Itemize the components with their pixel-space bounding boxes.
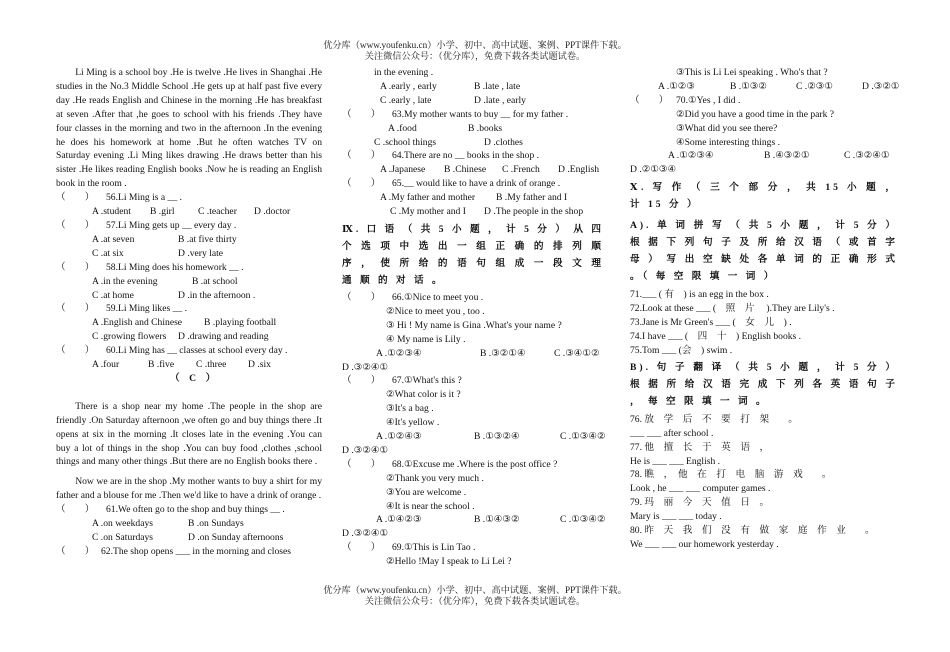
option: A .at seven: [92, 233, 135, 245]
option: D .clothes: [484, 136, 523, 148]
dialog-line: ③What did you see there?: [676, 122, 778, 134]
watermark-line2: 关注微信公众号：（优分库），免费下载各类试题试卷。: [364, 596, 586, 606]
option: C .growing flowers: [92, 331, 167, 343]
option: B .My father and I: [496, 192, 568, 204]
options-58b: [56, 289, 322, 303]
question-64: [342, 149, 604, 163]
option: D .drawing and reading: [178, 331, 269, 343]
option: B .at school: [192, 275, 238, 287]
watermark-line1: 优分库（www.youfenku.cn）小学、初中、高中试题、案例、PPT课件下载。: [323, 585, 627, 595]
question-text: 65.__ would like to have a drink of orange .: [392, 178, 561, 190]
options-63b: [342, 136, 604, 150]
options-63: [342, 122, 604, 136]
question-text: 61.We often go to the shop and buy things __ .: [106, 504, 285, 516]
option: A .My father and mother: [380, 192, 476, 204]
answer-bracket[interactable]: （ ）: [56, 261, 95, 273]
option: B .③②①④: [480, 347, 526, 359]
watermark-bottom: [0, 585, 950, 607]
question-text: 64.There are no __ books in the shop .: [392, 150, 540, 162]
question-text: 63.My mother wants to buy __ for my father .: [392, 108, 569, 120]
question-text: 56.Li Ming is a __ .: [106, 192, 182, 204]
question-77-english[interactable]: He is ___ ___ English .: [630, 455, 721, 467]
question-67: [342, 374, 604, 388]
dialog-line: ④Some interesting things .: [676, 136, 780, 148]
option: A .food: [388, 122, 417, 134]
answer-bracket[interactable]: （ ）: [342, 150, 381, 162]
answer-bracket[interactable]: （ ）: [56, 192, 95, 204]
question-76-english[interactable]: ___ ___ after school .: [630, 427, 714, 439]
option: A .①②④③: [376, 431, 422, 443]
options-62: [342, 80, 604, 94]
options-62b: [342, 94, 604, 108]
options-65: [342, 191, 604, 205]
option: C .①③④②: [560, 514, 606, 526]
option: C .③②④①: [844, 150, 890, 162]
option: B .playing football: [204, 317, 277, 329]
section-a-heading: A). 单 词 拼 写 （ 共 5 小 题 ， 计 5 分 ） 根 据 下 列 句 子 及 所 给 汉 语 （ 或 首 字 母 ） 写 出 空 缺 处 各 单 词 的 正 确 形 式 。（ 每 空 限 填 一 词 ）: [630, 220, 898, 283]
options-69: [630, 80, 898, 94]
option: A .English and Chinese: [92, 317, 183, 329]
option: A .①②③: [658, 80, 695, 92]
options-61: [56, 517, 322, 531]
answer-bracket[interactable]: （ ）: [56, 219, 95, 231]
question-62-continued: in the evening .: [374, 67, 434, 78]
option: D .six: [248, 359, 271, 371]
question-79-english[interactable]: Mary is ___ ___ today .: [630, 511, 722, 523]
option: B .at five thirty: [178, 233, 237, 245]
dialog-line: ②What color is it ?: [386, 389, 461, 401]
option: D .③②①: [862, 80, 900, 92]
question-text: 69.①This is Lin Tao .: [392, 542, 476, 554]
option: B .④③②①: [764, 150, 810, 162]
question-80-english[interactable]: We ___ ___ our homework yesterday .: [630, 538, 779, 550]
option: A .①④②③: [376, 514, 422, 526]
question-69: [342, 541, 604, 555]
options-64: [342, 163, 604, 177]
option: C .teacher: [198, 206, 237, 218]
question-57: [56, 219, 322, 233]
answer-bracket[interactable]: （ ）: [342, 291, 381, 303]
options-56: [56, 205, 322, 219]
dialog-line: ③You are welcome .: [386, 486, 467, 498]
question-77-chinese: 77. 他 擅 长 于 英 语 ，: [630, 441, 770, 453]
option: B .books: [468, 122, 503, 134]
option: B .Chinese: [444, 164, 487, 176]
dialog-line: ④It's yellow .: [386, 417, 440, 429]
question-text: 58.Li Ming does his homework __ .: [106, 261, 244, 273]
option: D .late , early: [474, 94, 526, 106]
section-10-heading: Ⅹ. 写 作 （ 三 个 部 分 ， 共 15 小 题 ， 计 15 分 ）: [630, 182, 898, 211]
option: C .school things: [374, 136, 437, 148]
section-9-heading: Ⅸ. 口 语 （ 共 5 小 题 ， 计 5 分 ） 从 四 个 选 项 中 选 出 一 组 正 确 的 排 列 顺 序 ， 使 所 给 的 语 句 组 成 一 段 文 理 通 顺 的 对 话 。: [342, 223, 604, 286]
question-text: 66.①Nice to meet you .: [392, 291, 484, 303]
option: C .on Saturdays: [92, 532, 154, 543]
options-58: [56, 275, 322, 289]
watermark-line1: 优分库（www.youfenku.cn）小学、初中、高中试题、案例、PPT课件下载。: [323, 40, 627, 50]
option: D .English: [558, 164, 600, 176]
dialog-line: ②Hello !May I speak to Li Lei ?: [386, 556, 512, 568]
answer-bracket[interactable]: （ ）: [342, 458, 381, 470]
question-72[interactable]: 72.Look at these ___ ( 照 片 ).They are Lily's .: [630, 303, 835, 315]
passage-label-c: （ C ）: [170, 372, 216, 384]
options-70: [630, 149, 898, 163]
question-70: [630, 94, 898, 108]
question-63: [342, 108, 604, 122]
options-59: [56, 316, 322, 330]
question-68: [342, 458, 604, 472]
option: B .five: [148, 359, 175, 371]
question-text: 68.①Excuse me .Where is the post office ?: [392, 458, 558, 470]
reading-passage-1: Li Ming is a school boy .He is twelve .He lives in Shanghai .He studies in the No.3 Middle School .He gets up at half past five every day .He reads English and Chinese in the morning .He has breakfast at seven .After that ,he goes to school with his friends .They have four classes in the morning and two in the afternoon .In the evening he does his homework at home .But he often watches TV on Saturday evening .Li Ming likes drawing .He draws better than his sister .He likes reading English books .Now he is reading an English book in the room .: [56, 67, 322, 190]
options-57: [56, 233, 322, 247]
watermark-line2: 关注微信公众号：（优分库），免费下载各类试题试卷。: [364, 51, 586, 61]
answer-bracket[interactable]: （ ）: [56, 345, 95, 357]
option: D .on Sunday afternoons: [188, 532, 284, 543]
question-76-chinese: 76. 放 学 后 不 要 打 架 。: [630, 413, 798, 425]
options-60: [56, 358, 322, 372]
options-66: [342, 347, 604, 361]
answer-bracket[interactable]: （ ）: [342, 108, 381, 120]
option: D .The people in the shop: [484, 206, 584, 218]
option: C .French: [502, 164, 540, 176]
option: B .①③②: [730, 80, 767, 92]
option: C .My mother and I: [390, 206, 466, 218]
question-78-english[interactable]: Look , he ___ ___ computer games .: [630, 483, 771, 495]
option: B .①④③②: [474, 514, 520, 526]
question-text: 67.①What's this ?: [392, 375, 462, 387]
answer-bracket[interactable]: （ ）: [342, 542, 381, 554]
option: C .①③④②: [560, 431, 606, 443]
answer-bracket[interactable]: （ ）: [56, 545, 95, 557]
question-text: 59.Li Ming likes __ .: [106, 303, 188, 315]
reading-passage-2b: Now we are in the shop .My mother wants to buy a shirt for my father and a blouse for me .Then we'd like to have a drink of orange .: [56, 476, 322, 502]
dialog-line: ②Thank you very much .: [386, 472, 484, 484]
question-78-chinese: 78. 瞧 ， 他 在 打 电 脑 游 戏 。: [630, 469, 832, 481]
option: C .at six: [92, 247, 124, 259]
option: D .③②④①: [342, 528, 389, 540]
option: C .three: [196, 359, 227, 371]
option: D .③②④①: [342, 361, 389, 373]
option: A .early , early: [380, 80, 437, 92]
option: B .late , late: [474, 80, 521, 92]
question-text: 62.The shop opens ___ in the morning and closes: [101, 545, 291, 557]
dialog-line: ③It's a bag .: [386, 403, 434, 415]
question-62: [56, 545, 322, 559]
dialog-line: ②Did you have a good time in the park ?: [676, 108, 835, 120]
section-b-heading: B). 句 子 翻 译 （ 共 5 小 题 ， 计 5 分 ） 根 据 所 给 汉 语 完 成 下 列 各 英 语 句 子 ， 每 空 限 填 一 词 。: [630, 361, 898, 407]
option: C .③④①②: [554, 347, 600, 359]
option: C .②③①: [796, 80, 833, 92]
option: B .①③②④: [474, 431, 520, 443]
question-65: [342, 177, 604, 191]
answer-bracket[interactable]: （ ）: [56, 504, 95, 516]
options-68: [342, 513, 604, 527]
option: D .very late: [178, 247, 224, 259]
option: B .on Sundays: [188, 518, 244, 530]
option: D .③②④①: [342, 444, 389, 456]
option: A .in the evening: [92, 275, 158, 287]
options-57b: [56, 247, 322, 261]
options-59b: [56, 330, 322, 344]
dialog-line: ④It is near the school .: [386, 500, 475, 512]
question-73[interactable]: 73.Jane is Mr Green's ___ ( 女 儿 ) .: [630, 317, 792, 329]
option: A .①②③④: [376, 347, 422, 359]
option: A .Japanese: [380, 164, 426, 176]
question-58: [56, 261, 322, 275]
column-left: [56, 66, 322, 559]
option: A .on weekdays: [92, 518, 154, 530]
option: D .in the afternoon .: [178, 289, 256, 301]
question-56: [56, 191, 322, 205]
question-71[interactable]: 71.___ ( 有 ) is an egg in the box .: [630, 289, 769, 301]
question-text: 70.①Yes , I did .: [676, 94, 741, 106]
question-60: [56, 344, 322, 358]
option: A .student: [92, 206, 131, 218]
dialog-line: ②Nice to meet you , too .: [386, 305, 485, 317]
watermark-top: [0, 40, 950, 62]
question-61: [56, 503, 322, 517]
options-67: [342, 430, 604, 444]
answer-bracket[interactable]: （ ）: [56, 303, 95, 315]
question-59: [56, 302, 322, 316]
option: D .②①③④: [630, 164, 677, 176]
dialog-line: ③ Hi ! My name is Gina .What's your name ?: [386, 319, 562, 331]
option: D .doctor: [254, 206, 291, 218]
options-65b: [342, 205, 604, 219]
option: A .①②③④: [668, 150, 714, 162]
option: B .girl: [150, 206, 175, 218]
option: A .four: [92, 359, 120, 371]
column-middle: [342, 66, 604, 569]
question-74[interactable]: 74.I have ___ ( 四 十 ) English books .: [630, 330, 802, 342]
answer-bracket[interactable]: （ ）: [342, 178, 381, 190]
question-66: [342, 291, 604, 305]
question-text: 57.Li Ming gets up __ every day .: [106, 219, 237, 231]
question-80-chinese: 80. 昨 天 我 们 没 有 做 家 庭 作 业 。: [630, 525, 875, 537]
dialog-line: ④ My name is Lily .: [386, 333, 466, 345]
option: C .at home: [92, 289, 134, 301]
dialog-line: ③This is Li Lei speaking . Who's that ?: [676, 67, 828, 78]
reading-passage-2a: There is a shop near my home .The people in the shop are friendly .On Saturday afternoon ,we often go and buy things there .It opens at six in the morning .It closes late in the evening .You can buy a lot of things in the shop .You can buy food ,clothes ,school things and many other things .But there are no English books there .: [56, 400, 322, 468]
question-75[interactable]: 75.Tom ___ (会 ) swim .: [630, 344, 733, 356]
answer-bracket[interactable]: （ ）: [342, 375, 381, 387]
options-61b: [56, 531, 322, 545]
question-79-chinese: 79. 玛 丽 今 天 值 日 。: [630, 497, 770, 509]
question-text: 60.Li Ming has __ classes at school every day .: [106, 345, 288, 357]
answer-bracket[interactable]: （ ）: [630, 94, 669, 106]
option: C .early , late: [380, 94, 432, 106]
column-right: [630, 66, 898, 552]
